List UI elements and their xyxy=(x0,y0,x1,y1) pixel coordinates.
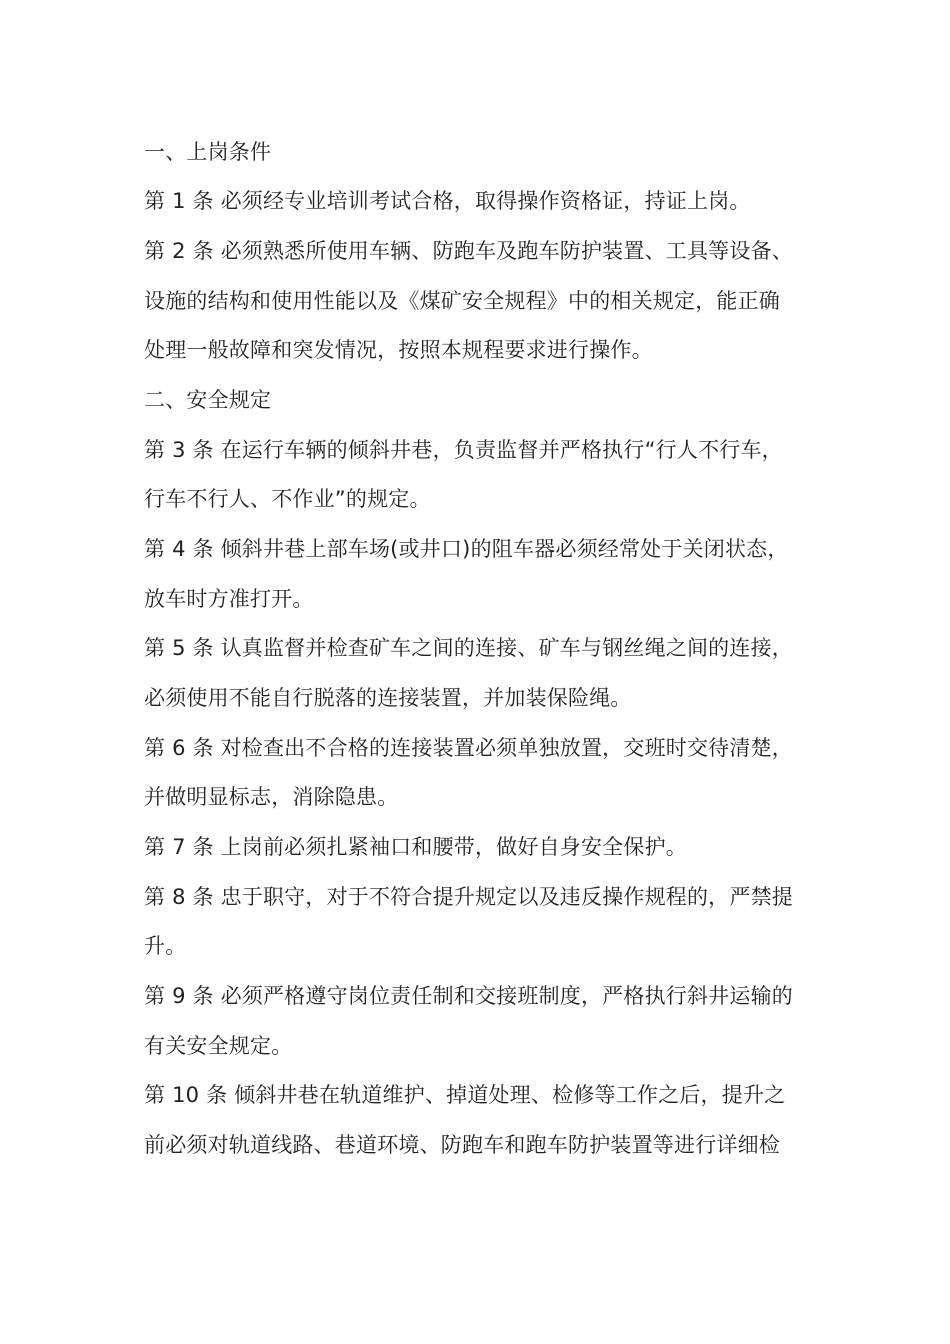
article-line: 第 1 条 必须经专业培训考试合格，取得操作资格证，持证上岗。 xyxy=(144,189,751,213)
article-line: 有关安全规定。 xyxy=(144,1034,293,1058)
article-line: 第 7 条 上岗前必须扎紧袖口和腰带，做好自身安全保护。 xyxy=(144,835,687,859)
article-line: 第 9 条 必须严格遵守岗位责任制和交接班制度，严格执行斜井运输的 xyxy=(144,984,793,1008)
article-line: 第 10 条 倾斜井巷在轨道维护、掉道处理、检修等工作之后，提升之 xyxy=(144,1083,786,1107)
article-line: 第 3 条 在运行车辆的倾斜井巷，负责监督并严格执行“行人不行车， xyxy=(144,438,783,462)
article-line: 第 4 条 倾斜井巷上部车场(或井口)的阻车器必须经常处于关闭状态， xyxy=(144,537,789,561)
article-line: 第 6 条 对检查出不合格的连接装置必须单独放置，交班时交待清楚， xyxy=(144,736,793,760)
section-heading: 二、安全规定 xyxy=(144,388,272,412)
article-line: 放车时方准打开。 xyxy=(144,587,314,611)
section-heading: 一、上岗条件 xyxy=(144,140,272,164)
article-line: 并做明显标志，消除隐患。 xyxy=(144,785,399,809)
article-line: 前必须对轨道线路、巷道环境、防跑车和跑车防护装置等进行详细检 xyxy=(144,1133,780,1157)
article-line: 第 8 条 忠于职守，对于不符合提升规定以及违反操作规程的，严禁提 xyxy=(144,885,793,909)
article-line: 处理一般故障和突发情况，按照本规程要求进行操作。 xyxy=(144,338,653,362)
article-line: 行车不行人、不作业”的规定。 xyxy=(144,487,431,511)
article-line: 设施的结构和使用性能以及《煤矿安全规程》中的相关规定，能正确 xyxy=(144,289,780,313)
article-line: 第 2 条 必须熟悉所使用车辆、防跑车及跑车防护装置、工具等设备、 xyxy=(144,239,793,263)
article-line: 升。 xyxy=(144,934,187,958)
article-line: 第 5 条 认真监督并检查矿车之间的连接、矿车与钢丝绳之间的连接， xyxy=(144,636,793,660)
article-line: 必须使用不能自行脱落的连接装置，并加装保险绳。 xyxy=(144,686,632,710)
